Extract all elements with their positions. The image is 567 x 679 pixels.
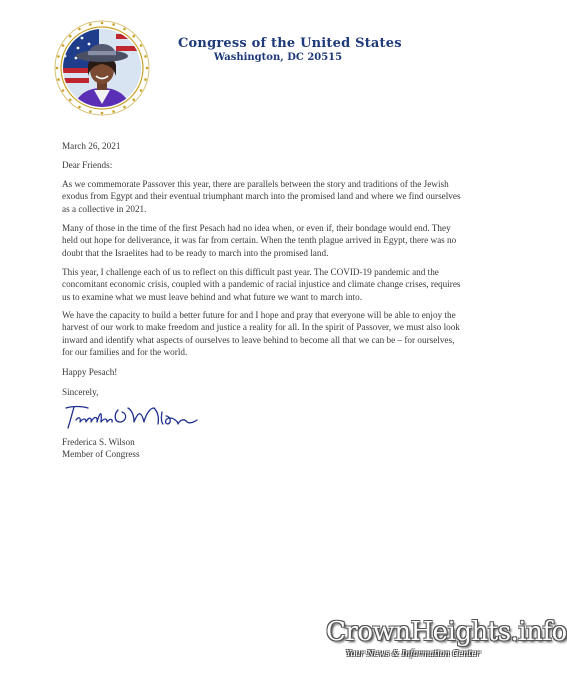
portrait-seal-icon [54,20,150,116]
letter-paragraph [62,178,466,215]
letter-paragraph [62,222,466,259]
watermark-site-name: CrownHeights.info [326,617,567,647]
letter-paragraph [62,366,466,378]
letter-closing: Sincerely, [62,387,99,397]
watermark-tagline: Your News & Information Center [346,649,481,658]
paragraph-text: Many of those in the time of the first Pesach had no idea when, or even if, their bondage would end. They held out hope for deliverance, it was far from certain. When the tenth plague arrived in Egypt, there was no doubt that the Israelites had to be ready to march into the promised land. [62,223,457,258]
letter-greeting: Dear Friends: [62,160,113,170]
letterhead [178,36,402,63]
paragraph-text: Happy Pesach! [62,367,118,377]
paragraph-text: As we commemorate Passover this year, there are parallels between the story and traditions of the Jewish exodus from Egypt and their eventual triumphant march into the promised land and where we find ourselves as a collective in 2021. [62,179,461,214]
letter-date: March 26, 2021 [62,141,121,151]
handwritten-signature [62,402,202,432]
site-watermark [326,617,567,665]
paragraph-text: This year, I challenge each of us to reflect on this difficult past year. The COVID-19 pandemic and the concomitant economic crisis, coupled with a pandemic of racial injustice and climate change crises, requires us to examine what we must leave behind and what future we want to march into. [62,267,461,302]
letter-paragraph [62,309,466,358]
letterhead-address: Washington, DC 20515 [213,52,343,63]
letter-paragraph [62,266,466,303]
paragraph-text: We have the capacity to build a better future for and I hope and pray that everyone will be able to enjoy the harvest of our work to make freedom and justice a reality for all. In the spirit of Passover, we must also look inward and identify what aspects of ourselves to leave behind to become all that we can be – for ourselves, for our families and for the world. [62,310,460,357]
signer-block [62,436,140,461]
letterhead-title: Congress of the United States [178,36,402,51]
signer-name: Frederica S. Wilson [62,437,135,447]
signer-title: Member of Congress [62,449,140,460]
